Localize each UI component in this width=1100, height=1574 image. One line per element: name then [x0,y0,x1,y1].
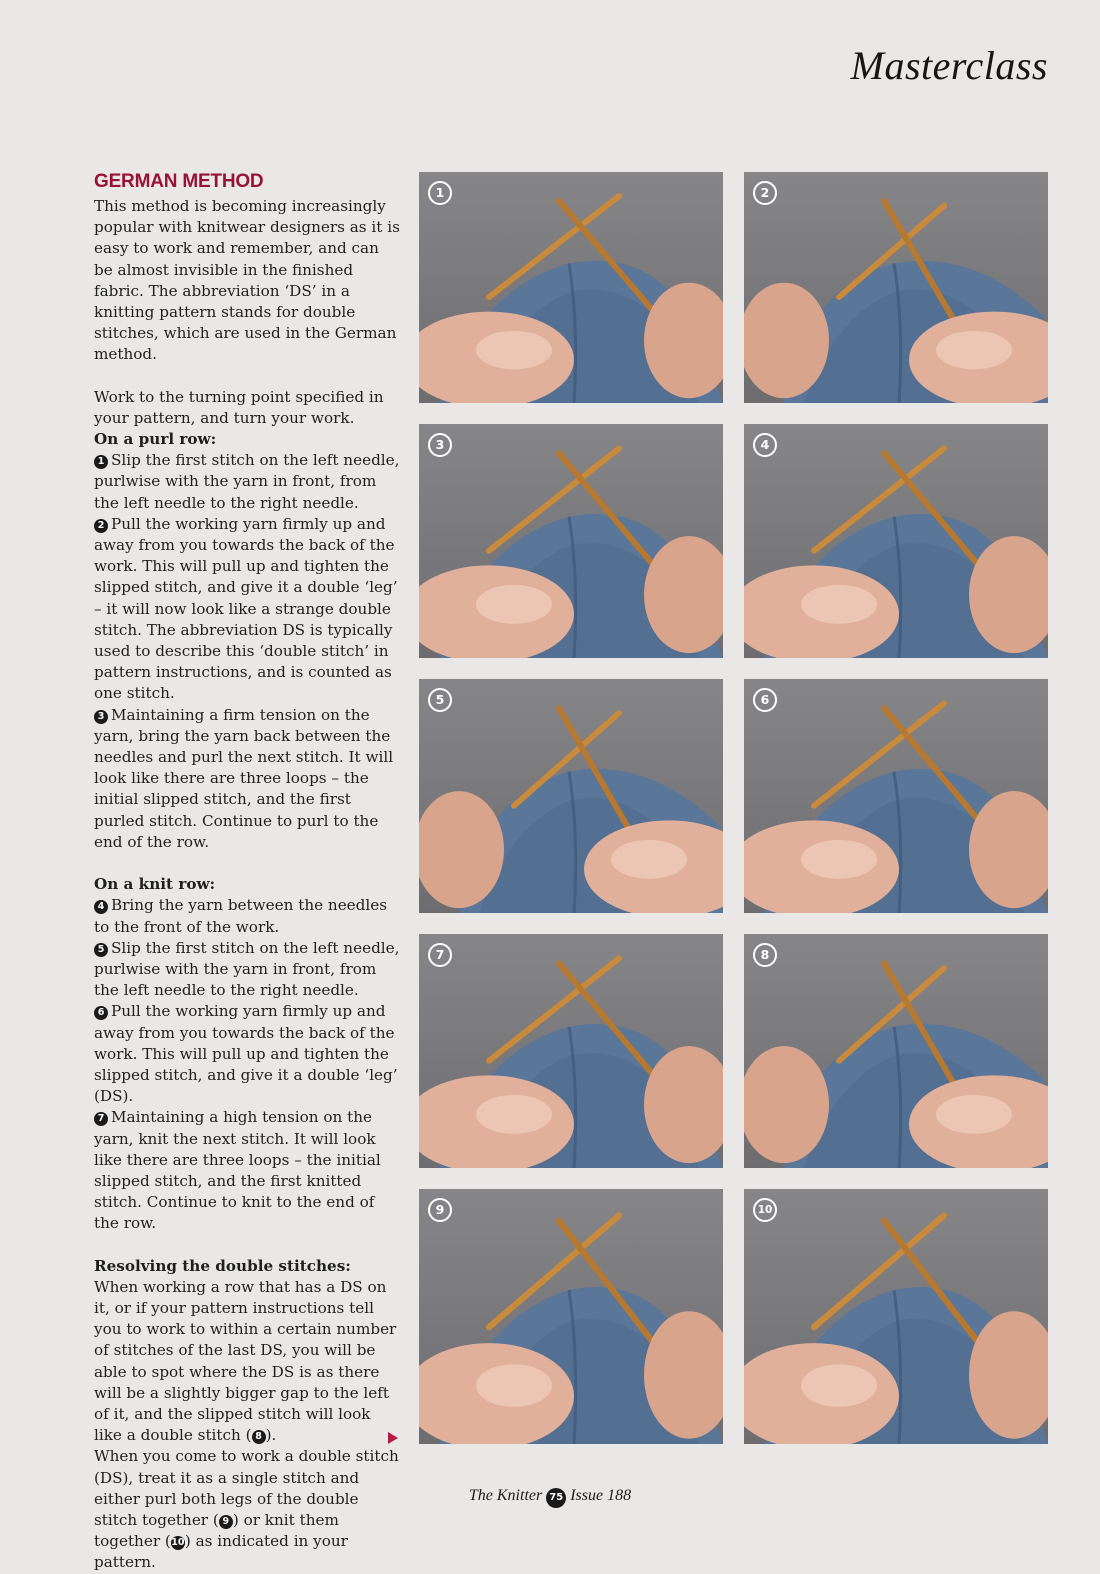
step-text: Slip the first stitch on the left needle, purlwise with the yarn in front, from the left needle to the right needle. [94,938,400,1000]
step-5 [94,938,400,1002]
text-run: When working a row that has a DS on it, or if your pattern instructions tell you to work to within a certain number of stitches of the last DS, you will be able to spot where the DS is as there will be a slightly bigger gap to the left of it, and the slipped stitch will look like a double stitch ( [94,1277,397,1445]
resolving-paragraph-2 [94,1446,400,1573]
knitting-illustration [744,1189,1048,1444]
page-title: Masterclass [850,43,1048,88]
step-number: 6 [94,1006,108,1020]
page-number: 75 [546,1488,566,1508]
step-number-badge: 1 [428,181,452,205]
step-number-badge: 7 [428,943,452,967]
intro-paragraph: This method is becoming increasingly popular with knitwear designers as it is easy to work and remember, and can be almost invisible in the finished fabric. The abbreviation ‘DS’ in a knitting pattern stands for double stitches, which are used in the German method. [94,197,400,364]
knitting-illustration [419,172,723,403]
step-4 [94,895,400,937]
step-number-badge: 5 [428,688,452,712]
step-number: 5 [94,943,108,957]
knitting-illustration [419,424,723,658]
photo-ref: 8 [252,1430,266,1444]
step-number-badge: 3 [428,433,452,457]
step-2 [94,514,400,705]
step-number-badge: 10 [753,1198,777,1222]
step-number-badge: 6 [753,688,777,712]
knit-steps [94,895,400,1234]
step-number: 7 [94,1112,108,1126]
knitting-illustration [744,934,1048,1168]
step-text: Maintaining a firm tension on the yarn, bring the yarn back between the needles and purl the next stitch. It will look like there are three loops – the initial slipped stitch, and the first purled stitch. Continue to purl to the end of the row. [94,705,394,851]
step-3 [94,705,400,853]
step-number: 2 [94,519,108,533]
step-number: 4 [94,900,108,914]
step-number: 1 [94,455,108,469]
purl-steps [94,450,400,853]
continue-arrow-icon [388,1432,398,1444]
step-photo-2 [744,172,1048,403]
step-text: Pull the working yarn firmly up and away from you towards the back of the work. This will pull up and tighten the slipped stitch, and give it a double ‘leg’ (DS). [94,1002,398,1106]
step-text: Slip the first stitch on the left needle, purlwise with the yarn in front, from the left needle to the right needle. [94,451,400,512]
step-photo-9 [419,1189,723,1444]
photo-ref: 9 [219,1515,233,1529]
step-photo-4 [744,424,1048,658]
text-run: ) or knit them together ( [94,1510,339,1551]
step-6 [94,1001,400,1107]
step-photo-5 [419,679,723,913]
step-photo-8 [744,934,1048,1168]
step-number-badge: 4 [753,433,777,457]
turn-instruction: Work to the turning point specified in your pattern, and turn your work. [94,387,384,427]
knitting-illustration [744,172,1048,403]
knitting-illustration [419,679,723,913]
knitting-illustration [744,679,1048,913]
issue-number: Issue 188 [570,1487,632,1504]
resolving-paragraph-1 [94,1277,400,1447]
photo-ref: 10 [171,1537,185,1549]
step-photo-6 [744,679,1048,913]
step-text: Pull the working yarn firmly up and away from you towards the back of the work. This will pull up and tighten the slipped stitch, and give it a double ‘leg’ – it will now look like a strange double stitch. The abbreviation DS is typically used to describe this ‘double stitch’ in pattern instructions, and is counted as one stitch. [94,514,398,703]
step-photo-3 [419,424,723,658]
text-run: ) as indicated in your pattern. [94,1532,348,1572]
resolving-heading: Resolving the double stitches: [94,1256,351,1275]
step-text: Maintaining a high tension on the yarn, knit the next stitch. It will look like there are three loops – the initial slipped stitch, and the first knitted stitch. Continue to knit to the end of the row. [94,1108,381,1233]
step-photo-7 [419,934,723,1168]
step-photo-1 [419,172,723,403]
section-title: GERMAN METHOD [94,171,264,192]
step-7 [94,1107,400,1234]
page-footer [0,1487,1100,1508]
step-photo-10 [744,1189,1048,1444]
step-1 [94,450,400,514]
article-body [94,170,400,1574]
knitting-illustration [744,424,1048,658]
step-number: 3 [94,710,108,724]
step-number-badge: 2 [753,181,777,205]
step-text: Bring the yarn between the needles to the front of the work. [94,896,388,936]
knit-row-heading: On a knit row: [94,875,216,894]
text-run: ). [265,1426,277,1445]
magazine-name: The Knitter [468,1487,543,1504]
purl-row-heading: On a purl row: [94,430,217,449]
knitting-illustration [419,934,723,1168]
text-run: When you come to work a double stitch (DS), treat it as a single stitch and either purl both legs of the double stitch together ( [94,1447,399,1529]
step-number-badge: 8 [753,943,777,967]
step-number-badge: 9 [428,1198,452,1222]
knitting-illustration [419,1189,723,1444]
